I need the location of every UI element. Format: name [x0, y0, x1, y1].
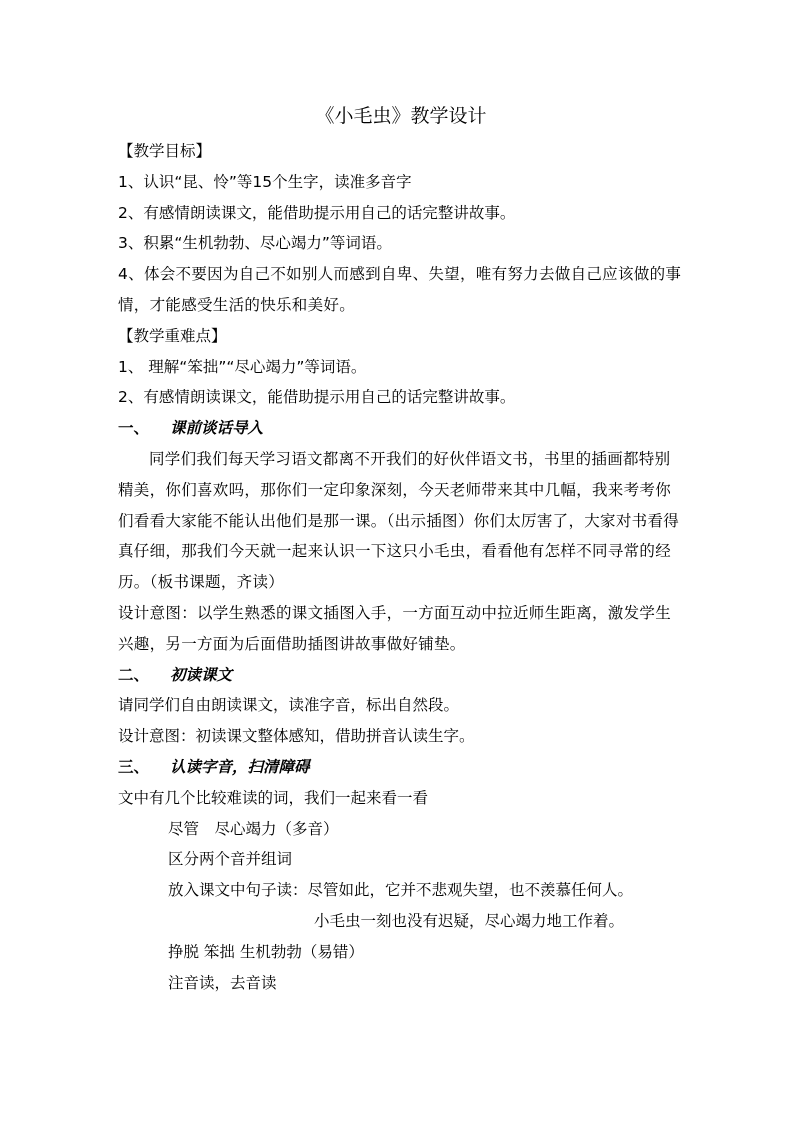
- part-heading-2: [118, 660, 684, 691]
- part-number: 三、: [118, 757, 150, 776]
- key-point-item-2: 2、有感情朗读课文，能借助提示用自己的话完整讲故事。: [118, 388, 516, 407]
- part3-line-4: 小毛虫一刻也没有迟疑，尽心竭力地工作着。: [314, 911, 625, 930]
- goal-item-1: 1、认识“昆、怜”等15个生字，读准多音字: [118, 172, 412, 191]
- section-label-goals: 【教学目标】: [118, 142, 212, 160]
- part3-line-5: 挣脱 笨拙 生机勃勃（易错）: [168, 942, 364, 961]
- section-label-key-points: 【教学重难点】: [118, 326, 227, 345]
- part-title: 课前谈话导入: [170, 419, 264, 438]
- part3-intro: 文中有几个比较难读的词，我们一起来看一看: [118, 788, 429, 807]
- part1-paragraph: 同学们我们每天学习语文都离不开我们的好伙伴语文书，书里的插画都特别精美，你们喜欢吗，那你们一定印象深刻，今天老师带来其中几幅，我来考考你们看看大家能不能认出他们是那一课。（出示插图）你们太厉害了，大家对书看得真仔细，那我们今天就一起来认识一下这只小毛虫，看看他有怎样不同寻常的经历。（板书课题，齐读）: [118, 449, 680, 592]
- part3-line-3: 放入课文中句子读：尽管如此，它并不悲观失望，也不羡慕任何人。: [168, 881, 634, 900]
- goal-item-2: 2、有感情朗读课文，能借助提示用自己的话完整讲故事。: [118, 203, 516, 222]
- part-number: 二、: [118, 665, 150, 684]
- part-heading-1: [118, 413, 684, 444]
- part-number: 一、: [118, 419, 150, 438]
- part3-line-6: 注音读，去音读: [168, 973, 277, 992]
- part-heading-3: [118, 752, 684, 783]
- part2-design-intent: 设计意图：初读课文整体感知，借助拼音认读生字。: [118, 727, 475, 746]
- part-title: 认读字音，扫清障碍: [170, 757, 310, 776]
- part3-line-1: 尽管 尽心竭力（多音）: [168, 819, 339, 838]
- goal-item-3: 3、积累“生机勃勃、尽心竭力”等词语。: [118, 234, 392, 253]
- document-page: [118, 100, 684, 998]
- document-title: 《小毛虫》教学设计: [315, 105, 487, 127]
- part-title: 初读课文: [170, 665, 233, 684]
- part2-line: 请同学们自由朗读课文，读准字音，标出自然段。: [118, 696, 460, 715]
- part1-design-intent: 设计意图：以学生熟悉的课文插图入手，一方面互动中拉近师生距离，激发学生兴趣，另一方面为后面借助插图讲故事做好铺垫。: [118, 603, 672, 653]
- part3-line-2: 区分两个音并组词: [168, 850, 293, 869]
- key-point-item-1: 1、 理解“笨拙”“尽心竭力”等词语。: [118, 357, 367, 376]
- goal-item-4: 4、体会不要因为自己不如别人而感到自卑、失望，唯有努力去做自己应该做的事情，才能感受生活的快乐和美好。: [118, 265, 682, 314]
